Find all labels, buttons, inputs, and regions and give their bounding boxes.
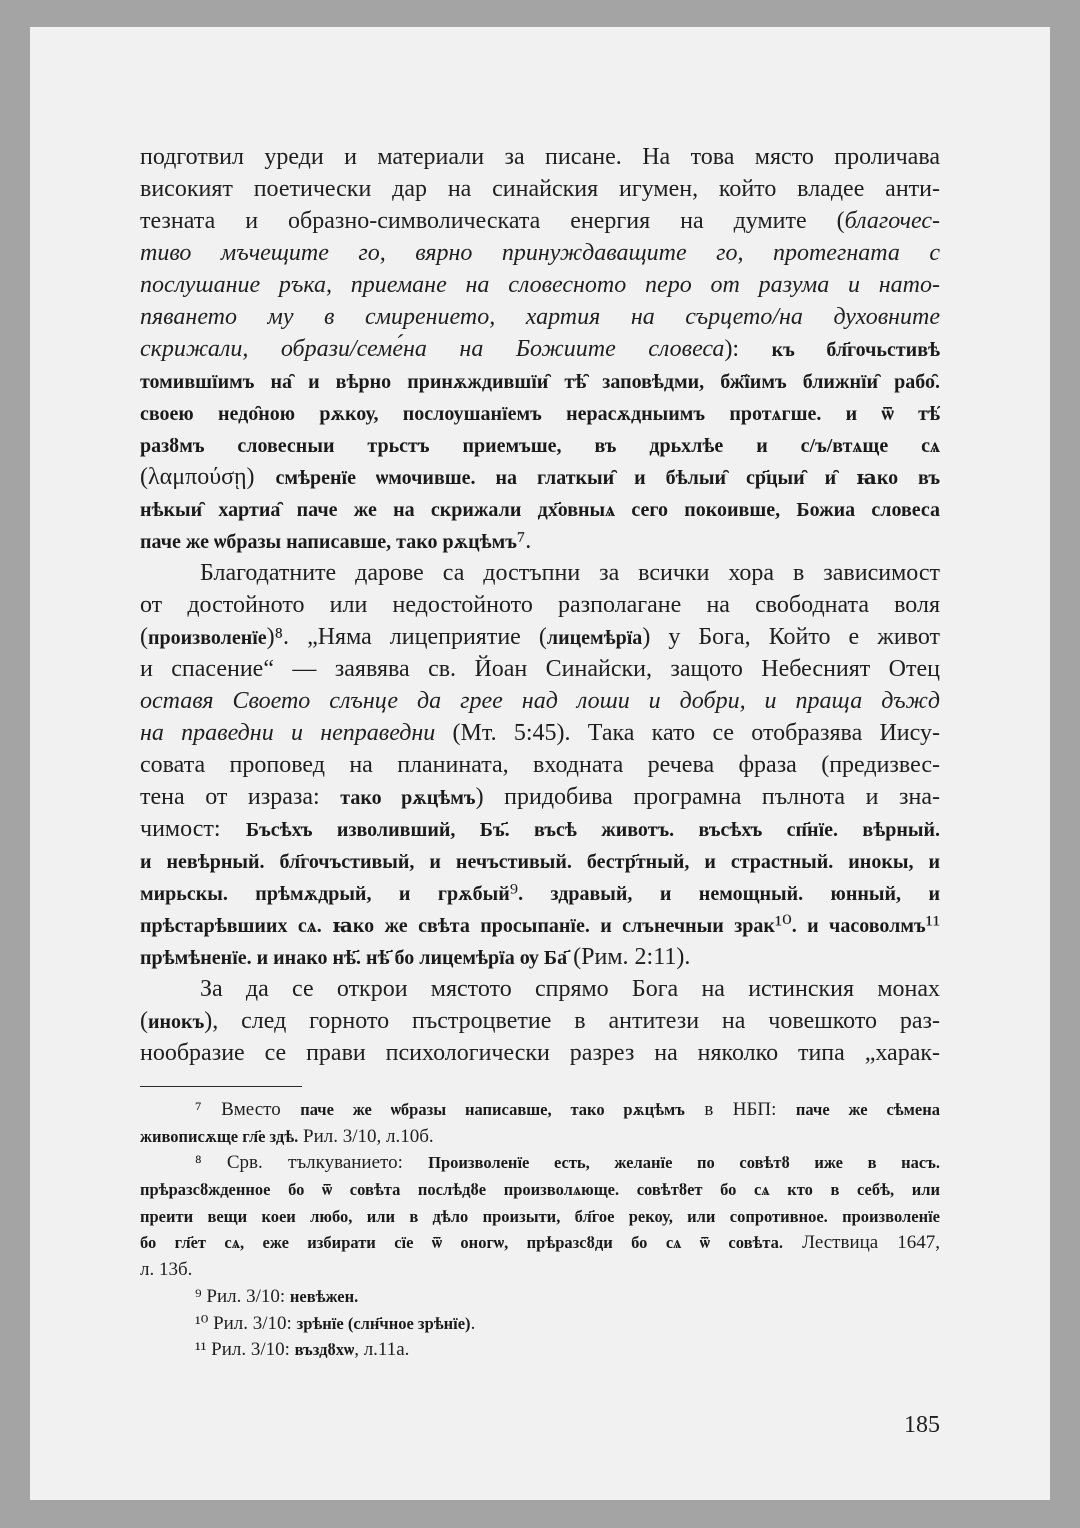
text-line [140, 845, 940, 877]
paragraph-1 [140, 141, 940, 557]
slavonic-text: и невѣрный. бл҃гочъстивый, и нечъстивый. бестр҃тный, и страстный. инокы, и [140, 851, 940, 873]
footnote-ref: ¹⁰ [774, 912, 792, 938]
slavonic-text: своею недо̑ною рѫкоу, послоушанїемъ нерасѫдныимъ протѧгше. и ѿ тѣ̑ [140, 403, 940, 425]
footnote-line [140, 1124, 940, 1151]
text-segment: нообразие се прави психологически разрез на няколко типа „харак- [140, 1040, 940, 1066]
text-segment: . [470, 1312, 476, 1334]
slavonic-text: паче же ѡбразы написавше, тако рѫцѣмъ [140, 531, 517, 553]
footnote-line [140, 1257, 940, 1284]
paragraph-2 [140, 557, 940, 973]
greek-text: (λαμπούσῃ) [140, 464, 276, 490]
text-line [140, 493, 940, 525]
text-line [140, 1037, 940, 1069]
slavonic-text: паче же сѣмена [795, 1100, 940, 1119]
footnote-line [140, 1230, 940, 1257]
text-segment: високият поетически дар на синайския игумен, който владее анти- [140, 176, 940, 202]
text-segment: ⁷ Вместо [195, 1099, 301, 1120]
footnote-ref: ⁷. [516, 528, 532, 554]
italic-text: пяването му в смирението, хартия на сърцето/на духовните [140, 304, 940, 330]
footnote-line [140, 1150, 940, 1177]
footnote-line [140, 1311, 940, 1338]
text-segment: Благодатните дарове са достъпни за всички хора в зависимост [200, 560, 940, 586]
footnote-9 [140, 1284, 940, 1311]
main-text [140, 141, 940, 1069]
text-line [140, 749, 940, 781]
slavonic-text: мирьскы. прѣмѫдрый, и грѫбый [140, 883, 510, 905]
footnote-line [140, 1204, 940, 1231]
footnote-8 [140, 1150, 940, 1283]
slavonic-text: преити вещи коеи любо, или в дѣло произыти, бл҃гое рекоу, или сопротивное. произволенїе [140, 1206, 940, 1226]
slavonic-text: разȣмъ словесныи трьстъ приемъше, въ дрьхлѣе и с/ъ/втѧще сѧ [140, 435, 940, 457]
text-line [140, 205, 940, 237]
text-line [140, 525, 940, 557]
text-line [140, 365, 940, 397]
text-segment: л. 13б. [140, 1259, 193, 1281]
italic-text: тиво мъчещите го, вярно принуждаващите го, протегната с [140, 240, 940, 266]
slavonic-text: зрѣнїе (слн҃чное зрѣнїе) [296, 1313, 471, 1333]
footnote-ref: ⁹ [509, 880, 519, 906]
footnote-line [140, 1177, 940, 1204]
slavonic-text: бо гл҃ет сѧ, еже избирати сїе ѿ оногѡ, прѣразсȣди бо сѧ ѿ совѣта. [140, 1233, 784, 1253]
text-segment: чимост: [140, 816, 246, 842]
italic-text: на праведни и неправедни [140, 720, 436, 746]
text-line [140, 973, 940, 1005]
slavonic-text: прѣразсȣжденное бо ѿ совѣта послѣдȣе произволѧюще. совѣтȣет бо сѧ кто в себѣ, или [140, 1180, 940, 1200]
slavonic-text: живописѫще гл҃е здѣ. [140, 1126, 299, 1146]
text-segment: За да се открои мястото спрямо Бога на истинския монах [200, 976, 940, 1002]
text-line [140, 1005, 940, 1037]
slavonic-text: паче же ѡбразы написавше, тако рѫцѣмъ [300, 1100, 685, 1119]
text-segment: ⁸ Срв. тълкуванието: [195, 1152, 429, 1174]
text-line [140, 461, 940, 493]
footnote-separator [140, 1086, 302, 1087]
text-segment: (Рим. 2:11). [567, 944, 691, 970]
text-line [140, 237, 940, 269]
text-segment: )⁸. „Няма лицеприятие ( [266, 624, 547, 650]
slavonic-text: прѣмѣненїе. и инако нѣ҃. нѣ҃ бо лицемѣрїа оу Ба҃ [140, 947, 568, 969]
text-segment: ( [140, 624, 148, 650]
text-segment: от достойното или недостойното разполагане на свободната воля [140, 592, 940, 618]
slavonic-text: лицемѣрїа [546, 627, 643, 649]
slavonic-text: прѣстарѣвшиих сѧ. ꙗко же свѣта просыпанїе. и слънечныи зрак [140, 915, 775, 937]
italic-text: скрижали, образи/семе́на на Божиите словеса [140, 336, 725, 362]
text-segment: , л.11а. [354, 1339, 410, 1361]
text-line [140, 909, 940, 941]
text-segment: ¹⁰ Рил. 3/10: [195, 1312, 297, 1334]
text-line [140, 813, 940, 845]
slavonic-text: невѣжен. [289, 1286, 359, 1306]
italic-text: оставя Своето слънце да грее над лоши и добри, и праща дъжд [140, 688, 940, 714]
text-line [140, 621, 940, 653]
footnote-10 [140, 1311, 940, 1338]
text-line [140, 717, 940, 749]
footnote-line [140, 1284, 940, 1311]
italic-text: послушание ръка, приемане на словесното перо от разума и нато- [140, 272, 940, 298]
slavonic-text: Бъсѣхъ изволивший, Бъ҃. въсѣ животъ. въсѣхъ сп҃нїе. вѣрный. [245, 819, 940, 841]
slavonic-text: произволенїе [148, 627, 267, 649]
text-segment: ⁹ Рил. 3/10: [195, 1285, 290, 1307]
text-segment: ( [140, 1008, 148, 1034]
slavonic-text: томившїимъ на̑ и вѣрно принѫждившїи̑ тѣ̑ заповѣдми, бж҃їимъ ближнїи̑ рабо̑. [140, 371, 940, 393]
text-line [140, 141, 940, 173]
text-line [140, 397, 940, 429]
footnote-line [140, 1097, 940, 1124]
slavonic-text: инокъ [148, 1011, 205, 1033]
text-line [140, 877, 940, 909]
text-segment: Лествица 1647, [783, 1232, 940, 1254]
slavonic-text: . и часоволмъ [791, 915, 926, 937]
page-number: 185 [904, 1412, 940, 1438]
footnotes [140, 1097, 940, 1364]
text-segment: ), след горното пъстроцветие в антитези на човешкото раз- [204, 1008, 940, 1034]
text-line [140, 269, 940, 301]
text-line [140, 333, 940, 365]
footnote-line [140, 1337, 940, 1364]
text-segment: в НБП: [684, 1099, 796, 1120]
slavonic-text: нѣкыи̑ хартиа̑ паче же на скрижали дх҃овныѧ сего покоивше, Божиа словеса [140, 499, 940, 521]
italic-text: благочес- [844, 208, 940, 234]
text-segment: ¹¹ Рил. 3/10: [195, 1339, 295, 1361]
text-segment: и спасение“ — заявява св. Йоан Синайски, защото Небесният Отец [140, 656, 940, 682]
text-line [140, 589, 940, 621]
text-line [140, 781, 940, 813]
slavonic-text: въздȣхѡ [294, 1340, 355, 1360]
slavonic-text: тако рѫцѣмъ [340, 787, 476, 809]
text-line [140, 173, 940, 205]
text-segment: совата проповед на планината, входната речева фраза (предизвес- [140, 752, 940, 778]
text-segment: ) у Бога, Който е живот [642, 624, 940, 650]
text-segment: ): [724, 336, 772, 362]
text-segment: (Мт. 5:45). Така като се отобразява Иису- [435, 720, 940, 746]
footnote-ref: ¹¹ [925, 912, 940, 938]
footnote-7 [140, 1097, 940, 1150]
text-segment: Рил. 3/10, л.10б. [298, 1125, 434, 1147]
paragraph-3 [140, 973, 940, 1069]
slavonic-text: смѣренїе ѡмочивше. на глаткыи̑ и бѣлыи̑ ср҃цыи̑ и̑ ꙗко въ [275, 467, 940, 489]
text-segment: тена от израза: [140, 784, 341, 810]
text-line [140, 429, 940, 461]
text-segment: ) придобива програмна пълнота и зна- [475, 784, 940, 810]
text-line [140, 653, 940, 685]
slavonic-text: Произволенїе есть, желанїе по совѣтȣ иже в насъ. [428, 1153, 940, 1173]
text-segment: подготвил уреди и материали за писане. На това място проличава [140, 144, 940, 170]
slavonic-text: . здравый, и немощный. юнный, и [518, 883, 940, 905]
footnote-11 [140, 1337, 940, 1364]
text-line [140, 301, 940, 333]
text-segment: тезната и образно-символическата енергия на думите ( [140, 208, 845, 234]
slavonic-text: къ бл҃гочьстивѣ [771, 339, 940, 361]
text-line [140, 685, 940, 717]
text-line [140, 557, 940, 589]
text-line [140, 941, 940, 973]
